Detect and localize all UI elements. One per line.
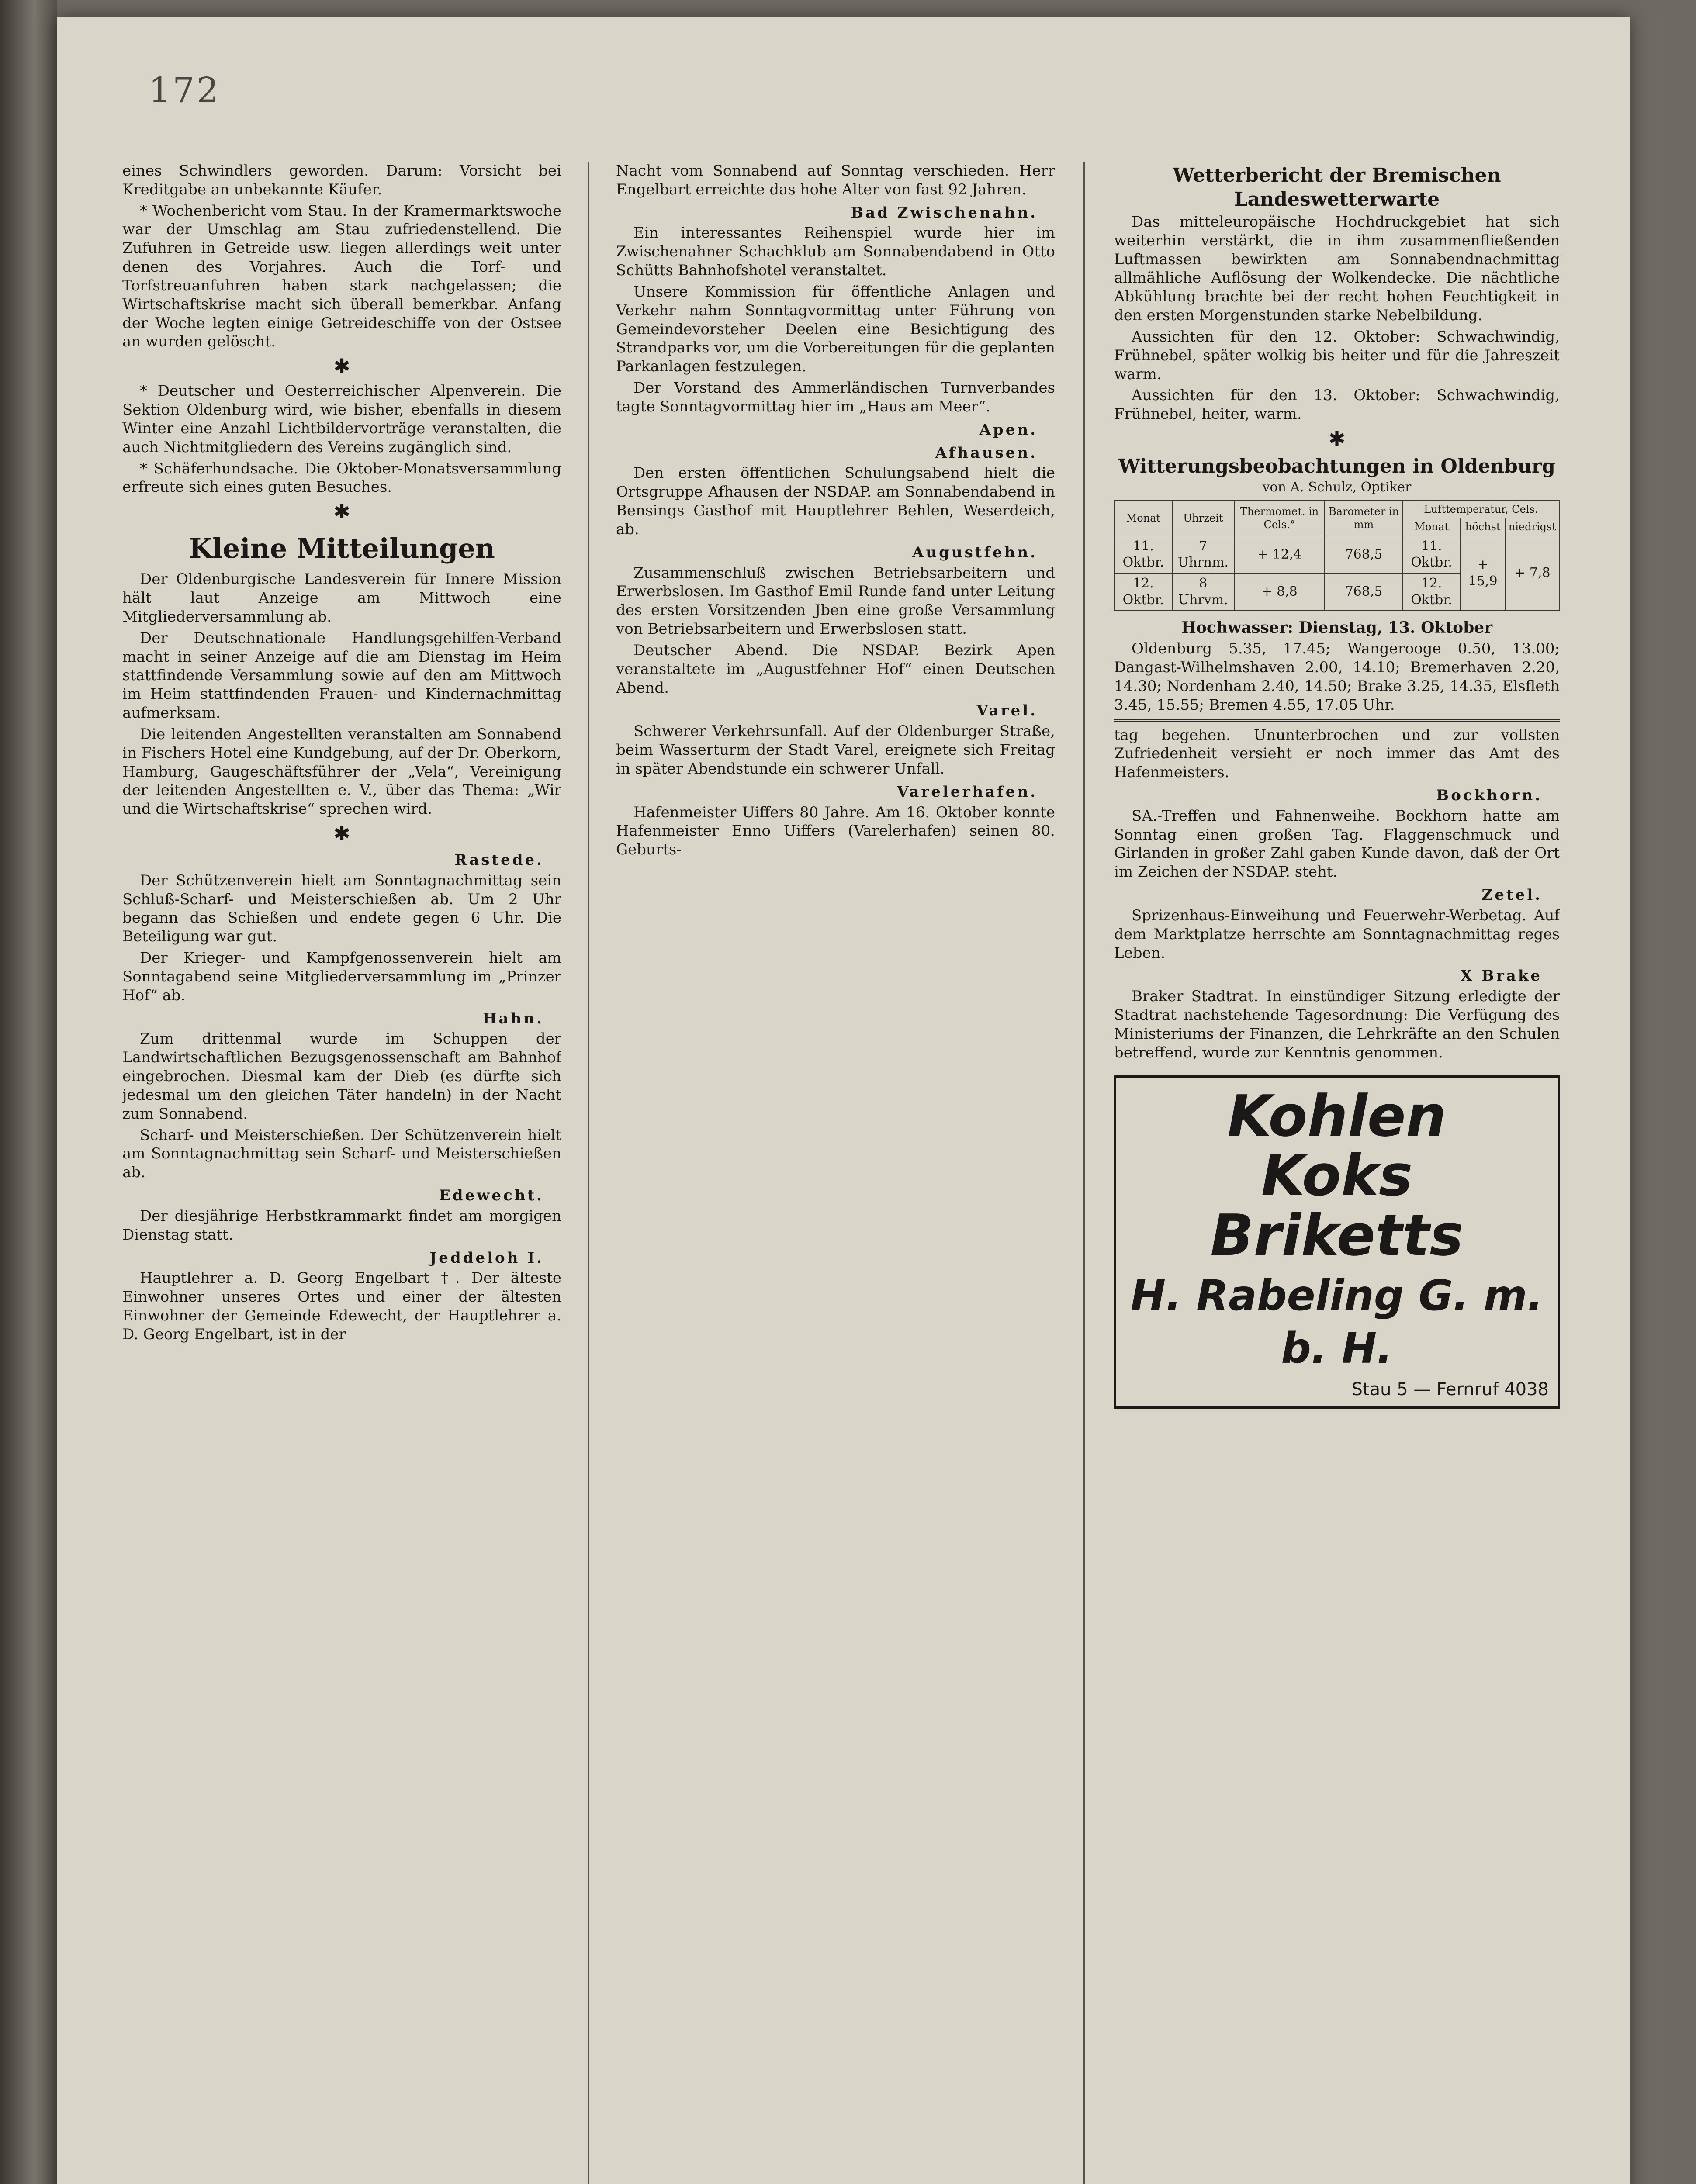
article-text: Unsere Kommission für öffentliche Anlagen und Verkehr nahm Sonntagvormittag unter Führung von Gemeindevorsteher Deelen eine Besichtigung des Strandparks vor, um die Vorbereitungen für die geplanten Parkanlagen festzulegen. xyxy=(616,283,1055,376)
table-header: Thermomet. in Cels.° xyxy=(1234,501,1325,536)
table-cell: + 15,9 xyxy=(1461,536,1506,611)
table-header: Monat xyxy=(1115,501,1172,536)
article-text: Der Oldenburgische Landesverein für Innere Mission hält laut Anzeige am Mittwoch eine Mitgliederversammlung ab. xyxy=(122,570,561,625)
weather-table xyxy=(1114,500,1560,611)
article-text: Nacht vom Sonnabend auf Sonntag verschieden. Herr Engelbart erreichte das hohe Alter von fast 92 Jahren. xyxy=(616,162,1055,198)
table-cell: + 7,8 xyxy=(1506,536,1559,611)
place-heading: X Brake xyxy=(1460,967,1542,985)
observations-subtitle: von A. Schulz, Optiker xyxy=(1262,480,1412,495)
article-text: Scharf- und Meisterschießen. Der Schützenverein hielt am Sonntagnachmittag sein Scharf- und Meisterschießen ab. xyxy=(122,1126,561,1182)
table-header: niedrigst xyxy=(1506,518,1559,536)
article-text: tag begehen. Ununterbrochen und zur vollsten Zufriedenheit versieht er noch immer das Amt des Hafenmeisters. xyxy=(1114,726,1560,781)
observations-title: Witterungsbeobachtungen in Oldenburg xyxy=(1118,455,1555,477)
book-spine xyxy=(0,0,57,2184)
article-text: Der Krieger- und Kampfgenossenverein hielt am Sonntagabend seine Mitgliederversammlung im „Prinzer Hof“ ab. xyxy=(122,949,561,1004)
article-text: Zusammenschluß zwischen Betriebsarbeitern und Erwerbslosen. Im Gasthof Emil Runde fand unter Leitung des ersten Vorsitzenden Jben eine große Versammlung von Betriebsarbeitern und Erwerbslosen statt. xyxy=(616,564,1055,638)
place-heading: Bad Zwischenahn. xyxy=(851,204,1038,221)
column-1 xyxy=(122,162,561,2184)
place-heading: Bockhorn. xyxy=(1436,786,1542,804)
ad-address: Stau 5 — Fernruf 4038 xyxy=(1351,1379,1549,1400)
place-heading: Augustfehn. xyxy=(912,543,1038,561)
article-text: Deutscher Abend. Die NSDAP. Bezirk Apen veranstaltete im „Augustfehner Hof“ einen Deutschen Abend. xyxy=(616,641,1055,697)
table-header: Uhrzeit xyxy=(1172,501,1234,536)
table-header: Lufttemperatur, Cels. xyxy=(1403,501,1559,518)
article-text: Hafenmeister Uiffers 80 Jahre. Am 16. Oktober konnte Hafenmeister Enno Uiffers (Varelerhafen) seinen 80. Geburts- xyxy=(616,803,1055,859)
table-cell: 12. Oktbr. xyxy=(1115,573,1172,611)
column-rule xyxy=(588,162,589,2184)
article-text: * Schäferhundsache. Die Oktober-Monatsversammlung erfreute sich eines guten Besuches. xyxy=(122,460,561,496)
place-heading: Varelerhafen. xyxy=(897,783,1038,801)
table-cell: 11. Oktbr. xyxy=(1403,536,1461,574)
ad-line-koks: Koks xyxy=(1261,1142,1413,1209)
article-text: Der Vorstand des Ammerländischen Turnverbandes tagte Sonntagvormittag hier im „Haus am Meer“. xyxy=(616,379,1055,415)
tide-title: Hochwasser: Dienstag, 13. Oktober xyxy=(1181,618,1493,637)
place-heading: Apen. xyxy=(979,421,1038,439)
separator-star-icon: ✱ xyxy=(333,354,350,378)
ad-line-briketts: Briketts xyxy=(1210,1202,1464,1268)
article-text: Zum drittenmal wurde im Schuppen der Landwirtschaftlichen Bezugsgenossenschaft am Bahnhof eingebrochen. Diesmal kam der Dieb (es dürfte sich jedesmal um den gleichen Täter handeln) in der Nacht zum Sonnabend. xyxy=(122,1030,561,1123)
table-cell: 768,5 xyxy=(1325,536,1402,574)
table-cell: + 8,8 xyxy=(1234,573,1325,611)
column-rule xyxy=(1083,162,1085,2184)
weather-report-title: Wetterbericht der Bremischen Landeswetterwarte xyxy=(1173,164,1501,211)
weather-outlook: Aussichten für den 12. Oktober: Schwachwindig, Frühnebel, später wolkig bis heiter und für die Jahreszeit warm. xyxy=(1114,328,1560,383)
article-text: Der Deutschnationale Handlungsgehilfen-Verband macht in seiner Anzeige auf die am Dienstag im Heim stattfindende Versammlung sowie auf den am Mittwoch im Heim stattfindenden Frauen- und Kindernachmittag aufmerksam. xyxy=(122,629,561,722)
article-text: Die leitenden Angestellten veranstalten am Sonnabend in Fischers Hotel eine Kundgebung, auf der Dr. Oberkorn, Hamburg, Gaugeschäftsführer der „Vela“, Vereinigung der leitenden Angestellten e. V., über das Thema: „Wir und die Wirtschaftskrise“ sprechen wird. xyxy=(122,725,561,818)
table-header: höchst xyxy=(1461,518,1506,536)
place-heading: Edewecht. xyxy=(439,1187,544,1205)
column-3 xyxy=(1114,162,1560,2184)
tide-text: Oldenburg 5.35, 17.45; Wangerooge 0.50, 13.00; Dangast-Wilhelmshaven 2.00, 14.10; Bremerhaven 2.20, 14.30; Nordenham 2.40, 14.50; Brake 3.25, 14.35, Elsfleth 3.45, 15.55; Bremen 4.55, 17.05 Uhr. xyxy=(1114,640,1560,714)
article-text: Der diesjährige Herbstkrammarkt findet am morgigen Dienstag statt. xyxy=(122,1207,561,1244)
table-row xyxy=(1115,536,1559,574)
article-text: Schwerer Verkehrsunfall. Auf der Oldenburger Straße, beim Wasserturm der Stadt Varel, ereignete sich Freitag in später Abendstunde ein schwerer Unfall. xyxy=(616,722,1055,778)
place-heading: Hahn. xyxy=(482,1009,544,1027)
article-text: Der Schützenverein hielt am Sonntagnachmittag sein Schluß-Scharf- und Meisterschießen ab. Um 2 Uhr begann das Schießen und endete gegen 6 Uhr. Die Beteiligung war gut. xyxy=(122,871,561,946)
place-heading: Jeddeloh I. xyxy=(429,1249,544,1267)
article-text: * Wochenbericht vom Stau. In der Kramermarktswoche war der Umschlag am Stau zufriedenstellend. Die Zufuhren in Getreide usw. liegen allerdings weit unter denen des Vorjahres. Auch die Torf- und Torfstreuanfuhren haben stark nachgelassen; die Wirtschaftskrise macht sich überall bemerkbar. Anfang der Woche legten einige Getreideschiffe von der Ostsee an wurden gelöscht. xyxy=(122,202,561,351)
article-text: eines Schwindlers geworden. Darum: Vorsicht bei Kreditgabe an unbekannte Käufer. xyxy=(122,162,561,198)
table-cell: 7 Uhrnm. xyxy=(1172,536,1234,574)
section-heading: Kleine Mitteilungen xyxy=(189,532,495,565)
weather-text: Das mitteleuropäische Hochdruckgebiet hat sich weiterhin verstärkt, die in ihm zusammenfließenden Luftmassen bewirkten am Sonnabendnachmittag allmähliche Auflösung der Wolkendecke. Die nächtliche Abkühlung brachte bei der recht hohen Feuchtigkeit in den ersten Morgenstunden starke Nebelbildung. xyxy=(1114,213,1560,325)
newspaper-page xyxy=(57,17,1630,2184)
ad-firm-name: H. Rabeling G. m. b. H. xyxy=(1130,1271,1544,1373)
separator-star-icon: ✱ xyxy=(333,500,350,524)
place-heading: Afhausen. xyxy=(935,444,1038,462)
article-text: Den ersten öffentlichen Schulungsabend hielt die Ortsgruppe Afhausen der NSDAP. am Sonnabendabend in Bensings Gasthof mit Hauptlehrer Behlen, Weserdeich, ab. xyxy=(616,464,1055,538)
advertisement-rabeling xyxy=(1114,1075,1560,1409)
table-cell: 11. Oktbr. xyxy=(1115,536,1172,574)
table-cell: 8 Uhrvm. xyxy=(1172,573,1234,611)
column-2 xyxy=(616,162,1055,2184)
article-text: SA.-Treffen und Fahnenweihe. Bockhorn hatte am Sonntag einen großen Tag. Flaggenschmuck und Girlanden in großer Zahl gaben Kunde davon, daß der Ort im Zeichen der NSDAP. steht. xyxy=(1114,807,1560,881)
separator-star-icon: ✱ xyxy=(333,822,350,846)
page-number: 172 xyxy=(149,70,221,111)
place-heading: Rastede. xyxy=(454,851,544,869)
place-heading: Zetel. xyxy=(1481,886,1542,904)
weather-outlook: Aussichten für den 13. Oktober: Schwachwindig, Frühnebel, heiter, warm. xyxy=(1114,387,1560,423)
table-header: Monat xyxy=(1403,518,1461,536)
place-heading: Varel. xyxy=(976,702,1038,720)
separator-star-icon: ✱ xyxy=(1328,426,1346,450)
article-text: Braker Stadtrat. In einstündiger Sitzung erledigte der Stadtrat nachstehende Tagesordnung: Die Verfügung des Ministeriums der Finanzen, die Lehrkräfte an den Schulen betreffend, wurde zur Kenntnis genommen. xyxy=(1114,988,1560,1061)
article-text: Hauptlehrer a. D. Georg Engelbart †. Der älteste Einwohner unseres Ortes und einer der ältesten Einwohner der Gemeinde Edewecht, der Hauptlehrer a. D. Georg Engelbart, ist in der xyxy=(122,1269,561,1343)
table-header: Barometer in mm xyxy=(1325,501,1402,536)
table-cell: 12. Oktbr. xyxy=(1403,573,1461,611)
table-cell: 768,5 xyxy=(1325,573,1402,611)
ad-line-kohlen: Kohlen xyxy=(1227,1082,1447,1149)
article-text: Ein interessantes Reihenspiel wurde hier im Zwischenahner Schachklub am Sonnabendabend in Otto Schütts Bahnhofshotel veranstaltet. xyxy=(616,224,1055,280)
section-divider xyxy=(1114,719,1560,722)
table-cell: + 12,4 xyxy=(1234,536,1325,574)
article-text: Sprizenhaus-Einweihung und Feuerwehr-Werbetag. Auf dem Marktplatze herrschte am Sonntagnachmittag reges Leben. xyxy=(1114,906,1560,962)
article-text: * Deutscher und Oesterreichischer Alpenverein. Die Sektion Oldenburg wird, wie bisher, ebenfalls in diesem Winter eine Anzahl Lichtbildervorträge veranstalten, die auch Nichtmitgliedern des Vereins zugänglich sind. xyxy=(122,382,561,456)
